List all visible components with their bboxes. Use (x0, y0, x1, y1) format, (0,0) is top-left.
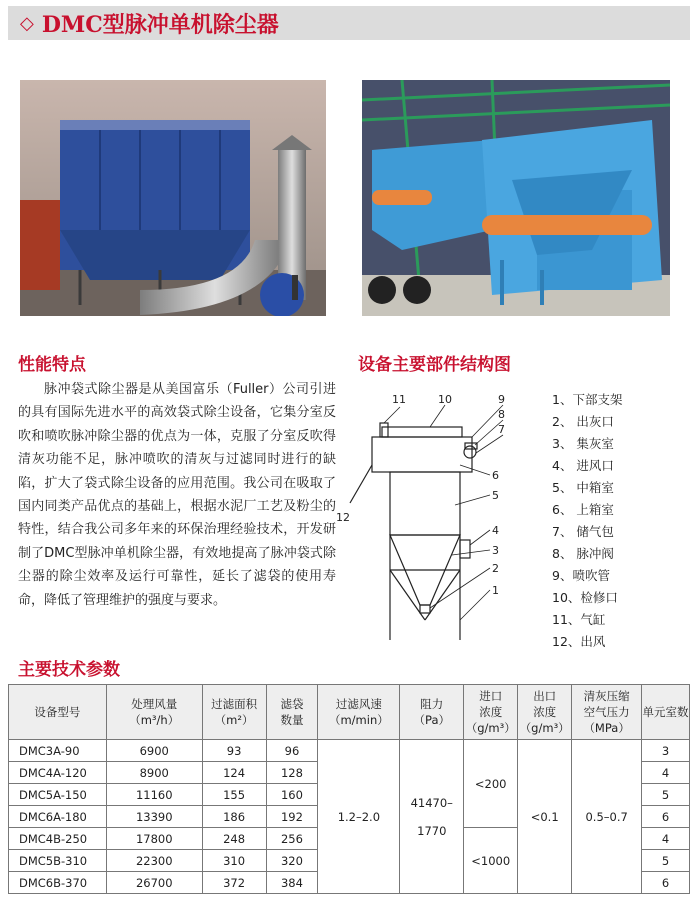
header-area: 过滤面积 （m²） (202, 685, 266, 740)
list-item: 3、 集灰室 (552, 436, 614, 451)
list-item: 4、 进风口 (552, 458, 614, 473)
callout-10: 10 (438, 393, 452, 406)
header-inlet: 进口 浓度 （g/m³） (464, 685, 518, 740)
performance-title: 性能特点 (18, 355, 86, 375)
photo-installed-collector (20, 80, 326, 316)
cell-units: 5 (642, 784, 690, 806)
callout-2: 2 (492, 562, 499, 575)
cell-units: 6 (642, 872, 690, 894)
table-row (9, 740, 690, 762)
cell-model: DMC5B-310 (9, 850, 107, 872)
callout-9: 9 (498, 393, 505, 406)
callout-4: 4 (492, 524, 499, 537)
header-model: 设备型号 (9, 685, 107, 740)
callout-5: 5 (492, 489, 499, 502)
cell-resistance: 41470– 1770 (400, 740, 464, 894)
cell-model: DMC6B-370 (9, 872, 107, 894)
header-airflow: 处理风量 （m³/h） (106, 685, 202, 740)
cell-area: 155 (202, 784, 266, 806)
cell-pressure: 0.5–0.7 (572, 740, 642, 894)
cell-units: 4 (642, 762, 690, 784)
cell-airflow: 13390 (106, 806, 202, 828)
cell-bags: 192 (266, 806, 318, 828)
cell-airflow: 6900 (106, 740, 202, 762)
cell-airflow: 26700 (106, 872, 202, 894)
cell-inlet-a: <200 (464, 740, 518, 828)
cell-area: 124 (202, 762, 266, 784)
cell-inlet-b: <1000 (464, 828, 518, 894)
callout-1: 1 (492, 584, 499, 597)
performance-paragraph: 脉冲袋式除尘器是从美国富乐（Fuller）公司引进的具有国际先进水平的高效袋式除尘设备，它集分室反吹和喷吹脉冲除尘器的优点为一体，克服了分室反吹得清灰功能不足，脉冲喷吹的清灰与过滤同时进行的缺陷，扩大了袋式除尘设备的应用范围。我公司在吸取了国内同类产品优点的基础上，根据水泥厂工艺及粉尘的特性，结合我公司多年来的环保治理经验技术，开发研制了DMC型脉冲单机除尘器，有效地提高了脉冲袋式除尘器的除尘效率及运行可靠性，延长了滤袋的使用寿命，降低了管理维护的强度与要求。 (18, 382, 336, 608)
cell-airflow: 11160 (106, 784, 202, 806)
cell-model: DMC4B-250 (9, 828, 107, 850)
header-outlet: 出口 浓度 （g/m³） (518, 685, 572, 740)
cell-bags: 96 (266, 740, 318, 762)
cell-area: 372 (202, 872, 266, 894)
parts-list (552, 389, 622, 653)
page-title: DMC型脉冲单机除尘器 (41, 11, 279, 38)
callout-6: 6 (492, 469, 499, 482)
header-speed: 过滤风速 （m/min） (318, 685, 400, 740)
structure-title: 设备主要部件结构图 (358, 355, 511, 375)
structure-diagram (330, 385, 530, 645)
callout-3: 3 (492, 544, 499, 557)
list-item: 2、 出灰口 (552, 414, 614, 429)
cell-model: DMC4A-120 (9, 762, 107, 784)
callout-8: 8 (498, 408, 505, 421)
cell-speed: 1.2–2.0 (318, 740, 400, 894)
list-item: 8、 脉冲阀 (552, 546, 614, 561)
cell-area: 93 (202, 740, 266, 762)
diamond-icon: ◇ (20, 12, 34, 34)
list-item: 9、喷吹管 (552, 568, 610, 583)
performance-text (18, 378, 336, 612)
list-item: 7、 储气包 (552, 524, 614, 539)
cell-bags: 384 (266, 872, 318, 894)
params-table (8, 684, 690, 894)
cell-model: DMC5A-150 (9, 784, 107, 806)
cell-units: 6 (642, 806, 690, 828)
cell-airflow: 22300 (106, 850, 202, 872)
cell-model: DMC3A-90 (9, 740, 107, 762)
cell-units: 4 (642, 828, 690, 850)
table-header-row (9, 685, 690, 740)
cell-area: 186 (202, 806, 266, 828)
cell-units: 5 (642, 850, 690, 872)
cell-bags: 128 (266, 762, 318, 784)
cell-bags: 256 (266, 828, 318, 850)
header-pressure: 清灰压缩 空气压力 （MPa） (572, 685, 642, 740)
params-title: 主要技术参数 (18, 660, 120, 680)
header-units: 单元室数 (642, 685, 690, 740)
callout-12: 12 (336, 511, 350, 524)
list-item: 10、检修口 (552, 590, 618, 605)
list-item: 6、 上箱室 (552, 502, 614, 517)
list-item: 5、 中箱室 (552, 480, 614, 495)
cell-airflow: 8900 (106, 762, 202, 784)
cell-model: DMC6A-180 (9, 806, 107, 828)
callout-7: 7 (498, 423, 505, 436)
cell-bags: 320 (266, 850, 318, 872)
cell-outlet: <0.1 (518, 740, 572, 894)
header-bags: 滤袋 数量 (266, 685, 318, 740)
cell-airflow: 17800 (106, 828, 202, 850)
list-item: 1、下部支架 (552, 392, 623, 407)
list-item: 11、气缸 (552, 612, 606, 627)
header-resistance: 阻力 （Pa） (400, 685, 464, 740)
cell-units: 3 (642, 740, 690, 762)
photo-workshop-collector (362, 80, 670, 316)
cell-area: 248 (202, 828, 266, 850)
cell-bags: 160 (266, 784, 318, 806)
callout-11: 11 (392, 393, 406, 406)
title-bar (8, 6, 690, 40)
cell-area: 310 (202, 850, 266, 872)
list-item: 12、出风 (552, 634, 606, 649)
